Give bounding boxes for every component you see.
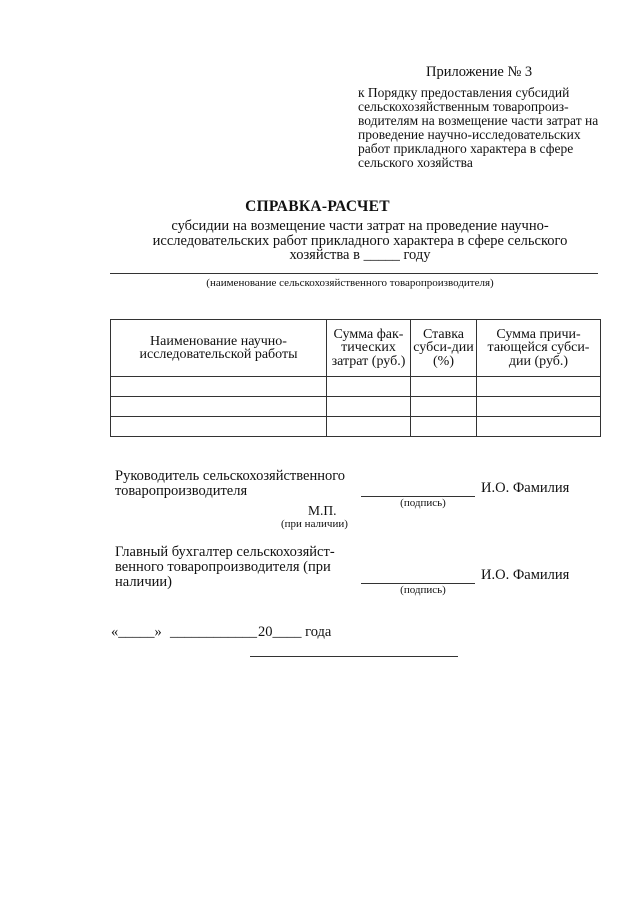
table-cell[interactable] xyxy=(477,417,601,437)
table-cell[interactable] xyxy=(327,417,411,437)
head-name: И.О. Фамилия xyxy=(481,480,570,496)
head-signature-caption: (подпись) xyxy=(400,497,446,509)
date-month[interactable]: ____________ xyxy=(170,624,257,640)
column-header-work-name: Наименование научно-исследовательской работы xyxy=(111,320,327,377)
column-header-actual-costs: Сумма фак-тических затрат (руб.) xyxy=(327,320,411,377)
annex-text: к Порядку предоставления субсидий сельскохозяйственным товаропроиз-водителям на возмещение части затрат на проведение научно-исследовательских работ прикладного характера в сфере сельского хозяйства xyxy=(358,85,599,170)
table-cell[interactable] xyxy=(411,377,477,397)
stamp-label: М.П. xyxy=(308,503,337,518)
accountant-signature-caption: (подпись) xyxy=(400,584,446,596)
document-title: СПРАВКА-РАСЧЕТ xyxy=(245,198,390,215)
table-cell[interactable] xyxy=(327,377,411,397)
table-cell[interactable] xyxy=(327,397,411,417)
producer-name-line xyxy=(110,273,598,274)
head-position: Руководитель сельскохозяйственного товаропроизводителя xyxy=(115,468,346,499)
accountant-position: Главный бухгалтер сельскохозяйст-венного товаропроизводителя (при наличии) xyxy=(115,544,335,590)
column-header-subsidy-amount: Сумма причи-тающейся субси-дии (руб.) xyxy=(477,320,601,377)
table-cell[interactable] xyxy=(111,377,327,397)
document-subtitle: субсидии на возмещение части затрат на проведение научно-исследовательских работ прикладного характера в сфере сельского хозяйства в _____ году xyxy=(152,218,568,263)
bottom-line xyxy=(250,656,458,657)
table-cell[interactable] xyxy=(111,397,327,417)
annex-title: Приложение № 3 xyxy=(426,64,533,80)
date-day[interactable]: «_____» xyxy=(111,624,162,640)
subsidy-table xyxy=(110,319,601,437)
accountant-name: И.О. Фамилия xyxy=(481,567,570,583)
table-cell[interactable] xyxy=(477,377,601,397)
table-cell[interactable] xyxy=(477,397,601,417)
table-row xyxy=(111,377,601,397)
column-header-subsidy-rate: Ставка субси-дии (%) xyxy=(411,320,477,377)
table-cell[interactable] xyxy=(411,397,477,417)
table-row xyxy=(111,397,601,417)
producer-name-caption: (наименование сельскохозяйственного товаропроизводителя) xyxy=(206,277,494,289)
table-cell[interactable] xyxy=(111,417,327,437)
stamp-note: (при наличии) xyxy=(281,518,348,530)
date-year[interactable]: 20____ года xyxy=(258,624,332,640)
table-header-row xyxy=(111,320,601,377)
table-cell[interactable] xyxy=(411,417,477,437)
table-row xyxy=(111,417,601,437)
